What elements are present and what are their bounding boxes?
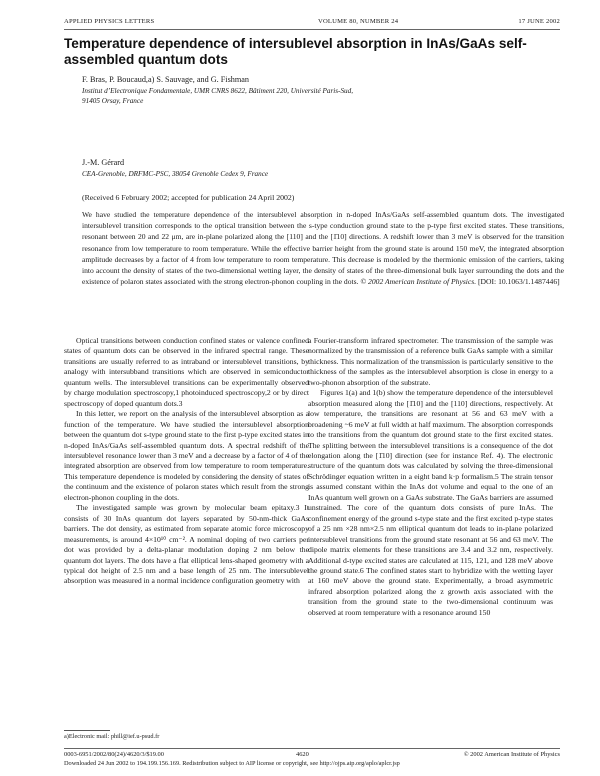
- paragraph: Figures 1(a) and 1(b) show the temperature dependence of the intersublevel absorption measured along the [1̄10] and the [110] directions, respectively. At low temperature, the transitions are resonant at 56 and 63 meV with a broadening ~6 meV at full width at half maximum. The absorption corresponds to the transitions from the quantum dot ground state to the first excited states. The splitting between the intersublevel transitions is a consequence of the dot elongation along the [1̄10] direction (see for instance Ref. 4). The electronic structure of the quantum dots was calculated by solving the three-dimensional Schrödinger equation written in a eight band k·p formalism.5 The strain tensor is assumed constant within the InAs dot volume and equal to the one of an InAs quantum well grown on a GaAs substrate. The GaAs barriers are assumed unstrained. The core of the quantum dots consists of pure InAs. The confinement energy of the ground s-type state and the first excited p-type states of a 25 nm ×28 nm×2.5 nm elliptical quantum dot leads to in-plane polarized intersublevel transitions from the ground state resonant at 56 and 63 meV. The dipole matrix elements for these transitions are 3.4 and 3.2 nm, respectively. Additional d-type excited states are calculated at 115, 121, and 128 meV above the ground state.6 The confined states start to hybridize with the wetting layer at 160 meV above the ground state. Experimentally, a broad asymmetric infrared absorption polarized along the z growth axis associated with the transition from the ground state to the two-dimensional continuum was observed at room temperature with a resonance around 150: [308, 388, 553, 617]
- paragraph: The investigated sample was grown by molecular beam epitaxy.3 It consists of 30 InAs quantum dot layers separated by 50-nm-thick GaAs barriers. The dot density, as estimated from separate atomic force microscopy measurements, is around 4×10¹⁰ cm⁻². A nominal doping of two carriers per dot was provided by a delta-planar modulation doping 2 nm below the quantum dot layers. The dots have a flat elliptical lens-shaped geometry with a typical dot height of 2.5 nm and a base length of 25 nm. The intersublevel absorption was measured in a normal incidence configuration geometry with: [64, 503, 309, 586]
- abstract-copyright: © 2002 American Institute of Physics.: [360, 277, 477, 287]
- volume-number: VOLUME 80, NUMBER 24: [318, 18, 399, 25]
- abstract-text: We have studied the temperature dependence of the intersublevel absorption in n-doped InAs/GaAs self-assembled quantum dots. The investigated intersublevel transition corresponds to the optical transition between the s-type conduction ground state to the p-type first excited states. These transitions, resonant between 20 and 22 μm, are in-plane polarized along the [110] and the [1̄10] directions. A redshift lower than 3 meV is observed for the transition resonance from low temperature to room temperature. While the effective barrier height from the ground state is around 150 meV, the integrated absorption amplitude decreases by a factor of 4 from low temperature to room temperature. This decrease is modeled by the thermionic emission of the carriers, taking into account the density of states of the two-dimensional wetting layer, the density of states of the three-dimensional bulk layer surrounding the dots and the existence of polaron states associated with the strong electron-phonon coupling in the dots.: [82, 210, 564, 287]
- copyright-notice: © 2002 American Institute of Physics: [463, 751, 560, 758]
- paper-title: Temperature dependence of intersublevel absorption in InAs/GaAs self-assembled quantum dots: [64, 36, 527, 67]
- abstract: [82, 209, 564, 287]
- journal-name: APPLIED PHYSICS LETTERS: [64, 18, 155, 25]
- page-number: 4620: [296, 751, 309, 758]
- footer-rule: [64, 748, 560, 749]
- right-column: [308, 336, 553, 618]
- article-code: 0003-6951/2002/80(24)/4620/3/$19.00: [64, 751, 164, 758]
- header-rule: [64, 29, 560, 30]
- doi[interactable]: [DOI: 10.1063/1.1487446]: [478, 277, 560, 287]
- download-notice: Downloaded 24 Jun 2002 to 194.199.156.169. Redistribution subject to AIP license or copyright, see http://ojps.aip.org/aplo/aplcr.jsp: [64, 760, 400, 767]
- left-column: [64, 336, 309, 587]
- author-list-2: J.-M. Gérard: [82, 158, 125, 167]
- footnote-rule: [64, 730, 110, 731]
- received-dates: (Received 6 February 2002; accepted for publication 24 April 2002): [82, 193, 295, 202]
- affiliation-1-line-2: 91405 Orsay, France: [82, 97, 144, 105]
- paragraph: a Fourier-transform infrared spectrometer. The transmission of the sample was normalized by the transmission of a reference bulk GaAs sample with a similar thickness. This normalization of the transmission is particularly sensitive to the thickness of the samples as the intersublevel absorption is close in energy to a two-phonon absorption of the substrate.: [308, 336, 553, 387]
- affiliation-2: CEA-Grenoble, DRFMC-PSC, 38054 Grenoble Cedex 9, France: [82, 170, 269, 178]
- paragraph: Optical transitions between conduction confined states or valence confined states of quantum dots can be observed in the infrared spectral range. These transitions are usually referred to as intraband or intersublevel transitions, by analogy with intersubband transitions which are observed in semiconductor quantum wells. The intersublevel transitions can be experimentally observed by charge modulation spectroscopy,1 photoinduced spectroscopy,2 or by direct spectroscopy of doped quantum dots.3: [64, 336, 309, 408]
- author-list-1: F. Bras, P. Boucaud,a) S. Sauvage, and G. Fishman: [82, 75, 249, 84]
- affiliation-1-line-1: Institut d’Electronique Fondamentale, UMR CNRS 8622, Bâtiment 220, Université Paris-Sud,: [82, 87, 354, 95]
- paragraph: In this letter, we report on the analysis of the intersublevel absorption as a function of the temperature. We have studied the intersublevel absorption between the quantum dot s-type ground state to the first p-type excited states in n-doped InAs/GaAs self-assembled quantum dots. A spectral redshift of the intersublevel resonance lower than 3 meV and a decrease by a factor of 4 of the integrated absorption are observed from low temperature to room temperature. This temperature dependence is modeled by considering the density of states of the continuum and the existence of polaron states which result from the strong electron-phonon coupling in the dots.: [64, 409, 309, 502]
- footnote: a)Electronic mail: phill@ief.u-psud.fr: [64, 733, 160, 740]
- issue-date: 17 JUNE 2002: [518, 18, 560, 25]
